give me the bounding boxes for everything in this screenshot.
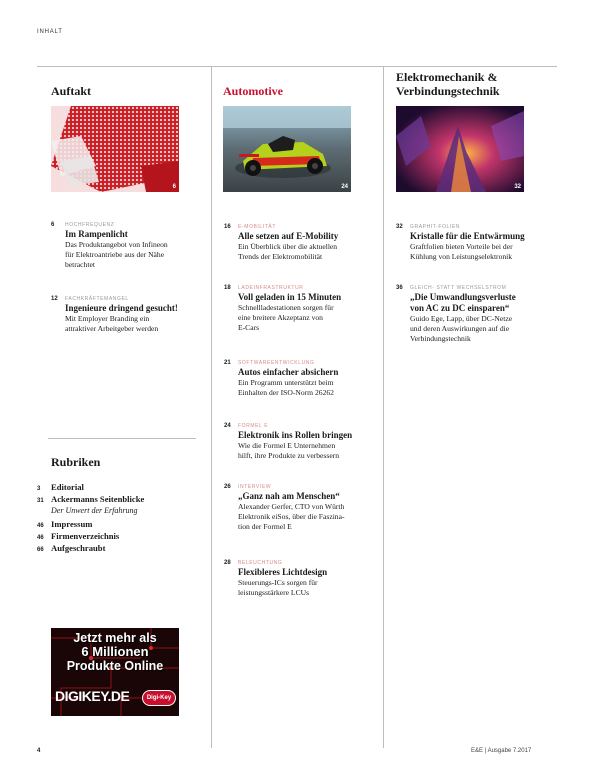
entry-page: 21 [224,360,231,366]
toc-entry[interactable] [224,360,388,398]
entry-desc-line: betrachtet [65,260,95,269]
entry-title: Flexibleres Lichtdesign [238,567,328,577]
toc-entry[interactable] [224,423,388,461]
image-auftakt[interactable] [51,106,179,192]
image-elektromechanik[interactable] [396,106,524,192]
rubrik-item[interactable] [37,518,93,530]
entry-kicker: GLEICH- STATT WECHSELSTROM [410,285,507,291]
entry-page: 32 [396,224,403,230]
entry-desc-line: Wie die Formel E Unternehmen [238,441,336,450]
rubrik-title: Firmenverzeichnis [51,531,120,541]
entry-desc-line: Alexander Gerfer, CTO von Würth [238,502,345,511]
entry-kicker: E-MOBILITÄT [238,224,276,230]
rubrik-page: 66 [37,547,44,553]
entry-desc-line: tion der Formel E [238,522,292,531]
entry-desc-line: Ein Programm unterstützt beim [238,378,334,387]
image-page-number: 32 [514,184,521,190]
column-title-elektromechanik [396,70,500,98]
rubrik-page: 31 [37,498,44,504]
entry-desc-line: Elektronik eiSos, über die Faszina- [238,512,345,521]
entry-page: 12 [51,296,58,302]
entry-desc-line: und deren Auswirkungen auf die [410,324,510,333]
entry-kicker: LADEINFRASTRUKTUR [238,285,304,291]
rubrik-title: Aufgeschraubt [51,543,106,553]
rubrik-item[interactable] [37,530,120,542]
image-automotive[interactable] [223,106,351,192]
entry-page: 24 [224,423,231,429]
entry-title-line: „Die Umwandlungsverluste [410,292,516,302]
toc-entry[interactable] [224,560,388,598]
entry-title: Autos einfacher absichern [238,367,339,377]
entry-desc-line: Graftfolien bieten Vorteile bei der [410,242,513,251]
formula-e-car-illustration [223,106,351,192]
rubrik-title: Editorial [51,482,84,492]
toc-entry[interactable] [396,224,560,262]
entry-desc-line: Schnellladestationen sorgen für [238,303,334,312]
entry-title: Im Rampenlicht [65,229,128,239]
entry-page: 18 [224,285,231,291]
toc-entry[interactable] [224,285,388,333]
rubrik-page: 46 [37,535,44,541]
entry-title: Kristalle für die Entwärmung [410,231,525,241]
crystal-illustration [396,106,524,192]
entry-kicker: GRAPHIT-FOLIEN [410,224,461,230]
ad-brand: DIGIKEY.DE [55,688,130,704]
entry-desc-line: hilft, ihre Produkte zu verbessern [238,451,340,460]
toc-entry[interactable] [224,224,388,262]
entry-page: 6 [51,222,55,228]
entry-title: „Ganz nah am Menschen“ [238,491,340,501]
entry-desc-line: leistungsstärkere LCUs [238,588,310,597]
top-rule [37,66,557,67]
entry-desc-line: eine breitere Akzeptanz von [238,313,323,322]
entry-desc-line: attraktiver Arbeitgeber werden [65,324,159,333]
footer-issue: E&E | Ausgabe 7.2017 [471,748,532,754]
ad-line: Jetzt mehr als [73,631,157,645]
entry-desc-line: Kühlung von Leistungselektronik [410,252,513,261]
image-page-number: 24 [341,184,348,190]
entry-kicker: FACHKRÄFTEMANGEL [65,296,129,302]
entry-title: Elektronik ins Rollen bringen [238,430,353,440]
section-label: INHALT [37,29,63,35]
entry-page: 28 [224,560,231,566]
entry-title: Voll geladen in 15 Minuten [238,292,342,302]
entry-page: 26 [224,484,231,490]
rubrik-title: Ackermanns Seitenblicke [51,494,145,504]
rubrik-item[interactable] [37,481,84,493]
entry-page: 16 [224,224,231,230]
entry-desc-line: Ein Überblick über die aktuellen [238,242,338,251]
entry-desc-line: Das Produktangebot von Infineon [65,240,168,249]
rubriken-title: Rubriken [51,455,101,469]
entry-kicker: HOCHFREQUENZ [65,222,115,228]
column-divider-2 [383,66,384,748]
digikey-logo-badge: Digi-Key [142,690,176,706]
entry-page: 36 [396,285,403,291]
entry-kicker: SOFTWAREENTWICKLUNG [238,360,315,366]
entry-desc-line: Guido Ege, Lapp, über DC-Netze [410,314,513,323]
entry-desc-line: Mit Employer Branding ein [65,314,150,323]
column-divider-1 [211,66,212,748]
entry-title-line: von AC zu DC einsparen“ [410,303,510,313]
entry-kicker: INTERVIEW [238,484,272,490]
column-title-line: Elektromechanik & [396,70,498,84]
toc-entry[interactable] [51,296,215,334]
ad-line: 6 Millionen [81,644,149,659]
image-page-number: 6 [172,184,176,190]
entry-desc-line: Steuerungs-ICs sorgen für [238,578,318,587]
rubrik-title: Impressum [51,519,93,529]
toc-entry[interactable] [224,484,388,532]
ad-headline [51,631,179,673]
ad-line: Produkte Online [66,659,164,673]
entry-desc-line: Trends der Elektromobilität [238,252,323,261]
entry-desc-line: für Elektroantriebe aus der Nähe [65,250,165,259]
column-title-auftakt: Auftakt [51,84,92,98]
entry-desc-line: Verbindungstechnik [410,334,471,343]
rubrik-item[interactable] [37,493,145,505]
rubrik-subtitle: Der Unwert der Erfahrung [51,506,138,515]
rubrik-page: 3 [37,486,41,492]
chip-illustration [51,106,179,192]
entry-desc-line: E-Cars [238,323,260,332]
column-title-automotive: Automotive [223,84,283,98]
entry-title: Ingenieure dringend gesucht! [65,303,178,313]
toc-entry[interactable] [396,285,560,344]
digikey-advertisement[interactable] [51,628,179,716]
entry-title: Alle setzen auf E-Mobility [238,231,339,241]
rubrik-page: 46 [37,523,44,529]
entry-kicker: BELEUCHTUNG [238,560,283,566]
rubrik-item[interactable] [37,542,106,554]
rubriken-rule [48,438,196,439]
entry-desc-line: Einhalten der ISO-Norm 26262 [238,388,334,397]
toc-entry[interactable] [51,222,215,270]
footer-page-number: 4 [37,748,41,754]
entry-kicker: FORMEL E [238,423,269,429]
column-title-line: Verbindungstechnik [396,84,500,98]
